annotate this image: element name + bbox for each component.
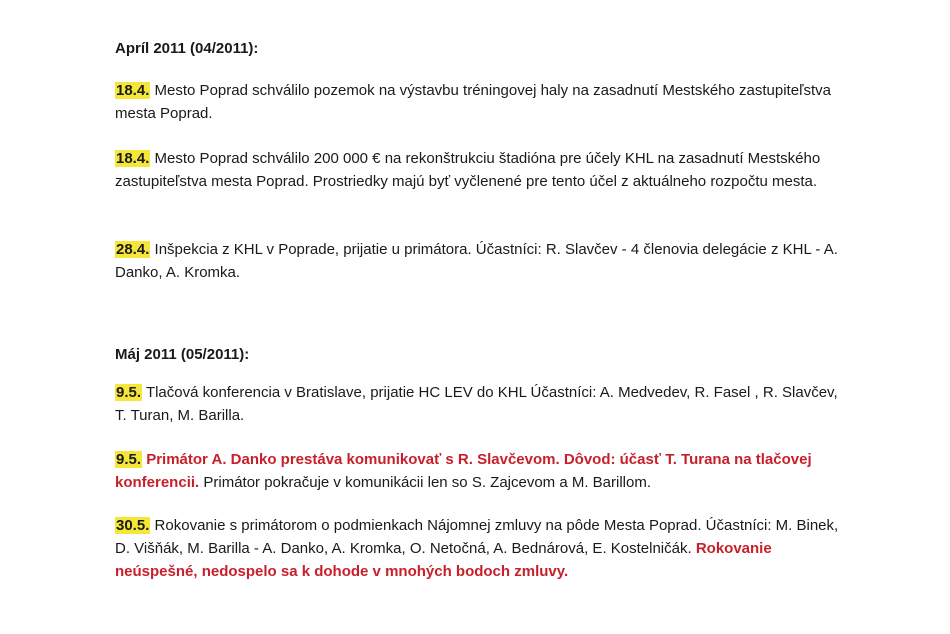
entry-text: Inšpekcia z KHL v Poprade, prijatie u primátora. Účastníci: R. Slavčev - 4 členovia delegácie z KHL - A. Danko, A. Kromka.	[115, 241, 838, 281]
entry-text: Tlačová konferencia v Bratislave, prijatie HC LEV do KHL Účastníci: A. Medvedev, R. Fasel , R. Slavčev, T. Turan, M. Barilla.	[115, 384, 838, 424]
date-marker: 9.5.	[116, 384, 142, 401]
entry-highlight-text: Rokovanie neúspešné, nedospelo sa k dohode v mnohých bodoch zmluvy.	[115, 540, 772, 580]
section-heading-may: Máj 2011 (05/2011):	[115, 346, 250, 363]
entry-highlight-text: Primátor A. Danko prestáva komunikovať s R. Slavčevom. Dôvod: účasť T. Turana na tlačovej konferencii.	[115, 451, 812, 491]
entry-text: Rokovanie s primátorom o podmienkach Nájomnej zmluvy na pôde Mesta Poprad. Účastníci: M. Binek, D. Višňák, M. Barilla - A. Danko, A. Kromka, O. Netočná, A. Bednárová, E. Kostelničák.	[115, 517, 839, 557]
date-marker: 18.4.	[116, 82, 150, 99]
entry-text: Mesto Poprad schválilo pozemok na výstavbu tréningovej haly na zasadnutí Mestského zastupiteľstva mesta Poprad.	[115, 82, 831, 122]
date-marker: 9.5.	[116, 451, 142, 468]
entry-may-9-press	[115, 381, 850, 427]
entry-may-30-negotiation	[115, 514, 850, 583]
entry-april-18-funds	[115, 147, 850, 193]
document-page	[115, 0, 855, 634]
date-marker: 30.5.	[116, 517, 150, 534]
entry-text: Primátor pokračuje v komunikácii len so S. Zajcevom a M. Barillom.	[203, 474, 652, 491]
entry-text: Mesto Poprad schválilo 200 000 € na rekonštrukciu štadióna pre účely KHL na zasadnutí Mestského zastupiteľstva mesta Poprad. Prostriedky majú byť vyčlenené pre tento účel z aktuálneho rozpočtu mesta.	[115, 150, 821, 190]
date-marker: 28.4.	[116, 241, 150, 258]
entry-may-9-communication	[115, 448, 850, 494]
date-marker: 18.4.	[116, 150, 150, 167]
entry-april-18-land	[115, 79, 850, 125]
entry-april-28-inspection	[115, 238, 850, 284]
section-heading-april: Apríl 2011 (04/2011):	[115, 40, 259, 57]
